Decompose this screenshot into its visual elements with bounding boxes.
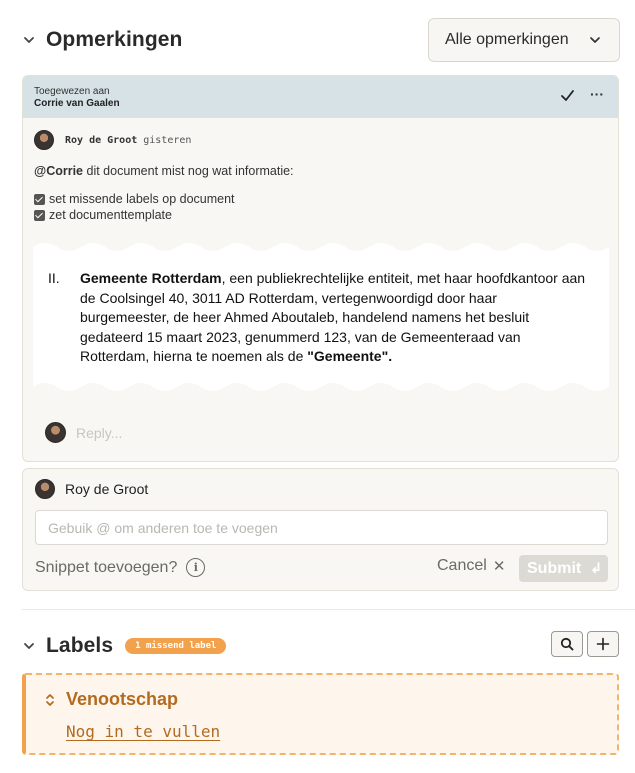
label-title: Venootschap [66, 689, 179, 709]
label-value-link[interactable]: Nog in te vullen [66, 722, 221, 741]
comment-author: Roy de Groot [65, 134, 138, 146]
comment-filter-dropdown[interactable] [428, 18, 620, 62]
snippet-toggle[interactable] [35, 558, 205, 577]
snippet-toggle-label[interactable]: Snippet toevoegen? [35, 558, 178, 576]
todo-list [34, 192, 294, 222]
labels-section-header[interactable] [22, 634, 226, 658]
submit-button[interactable]: Submit ↲ [519, 555, 608, 582]
label-card[interactable] [22, 673, 619, 755]
info-icon[interactable]: i [186, 558, 205, 577]
composer-author: Roy de Groot [65, 481, 149, 497]
mention[interactable]: @Corrie [34, 164, 84, 178]
todo-item[interactable]: zet documenttemplate [34, 208, 294, 222]
comments-section-header[interactable] [22, 28, 182, 52]
missing-label-badge: 1 missend label [125, 638, 226, 654]
assignee-name: Corrie van Gaalen [34, 98, 120, 109]
chevron-down-icon[interactable] [22, 639, 36, 653]
checkbox[interactable] [34, 210, 45, 221]
check-icon[interactable] [560, 88, 575, 103]
avatar [45, 422, 66, 443]
plus-icon [596, 637, 610, 651]
snippet-numeral: II. [48, 270, 60, 286]
todo-item[interactable]: set missende labels op document [34, 192, 294, 206]
checkbox[interactable] [34, 194, 45, 205]
snippet-text: Gemeente Rotterdam, een publiekrechtelijke entiteit, met haar hoofdkantoor aan de Coolsingel 40, 3011 AD Rotterdam, vertegenwoordigd door haar burgemeester, de heer Ahmed Aboutaleb, handelend namens het besluit gedateerd 15 maart 2023, genummerd 123, van de Gemeenteraad van Rotterdam, hierna te noemen als de "Gemeente". [80, 270, 586, 364]
labels-title: Labels [46, 634, 114, 657]
reply-placeholder[interactable]: Reply... [76, 424, 123, 441]
cancel-button[interactable]: Cancel ✕ [437, 557, 506, 575]
comment-text: @Corrie dit document mist nog wat informatie: [34, 164, 294, 178]
chevron-down-icon [589, 34, 601, 46]
section-divider [22, 609, 635, 610]
add-label-button[interactable] [587, 631, 619, 657]
enter-icon: ↲ [590, 560, 602, 576]
close-icon: ✕ [492, 558, 506, 575]
avatar [35, 479, 55, 499]
up-down-icon[interactable] [45, 692, 55, 708]
filter-label: Alle opmerkingen [445, 31, 569, 48]
reply-field[interactable] [45, 422, 122, 443]
search-icon [560, 637, 574, 651]
avatar [34, 130, 54, 150]
assigned-label: Toegewezen aan [34, 86, 110, 97]
comment-time: gisteren [143, 134, 192, 146]
new-comment-composer [22, 468, 619, 591]
document-snippet [33, 239, 609, 397]
comment [34, 130, 294, 222]
search-labels-button[interactable] [551, 631, 583, 657]
thread-header [23, 76, 618, 118]
comments-title: Opmerkingen [46, 28, 183, 51]
comment-thread [22, 75, 619, 462]
chevron-down-icon[interactable] [22, 33, 36, 47]
more-icon[interactable]: ··· [590, 86, 604, 102]
comment-input[interactable] [35, 510, 608, 545]
